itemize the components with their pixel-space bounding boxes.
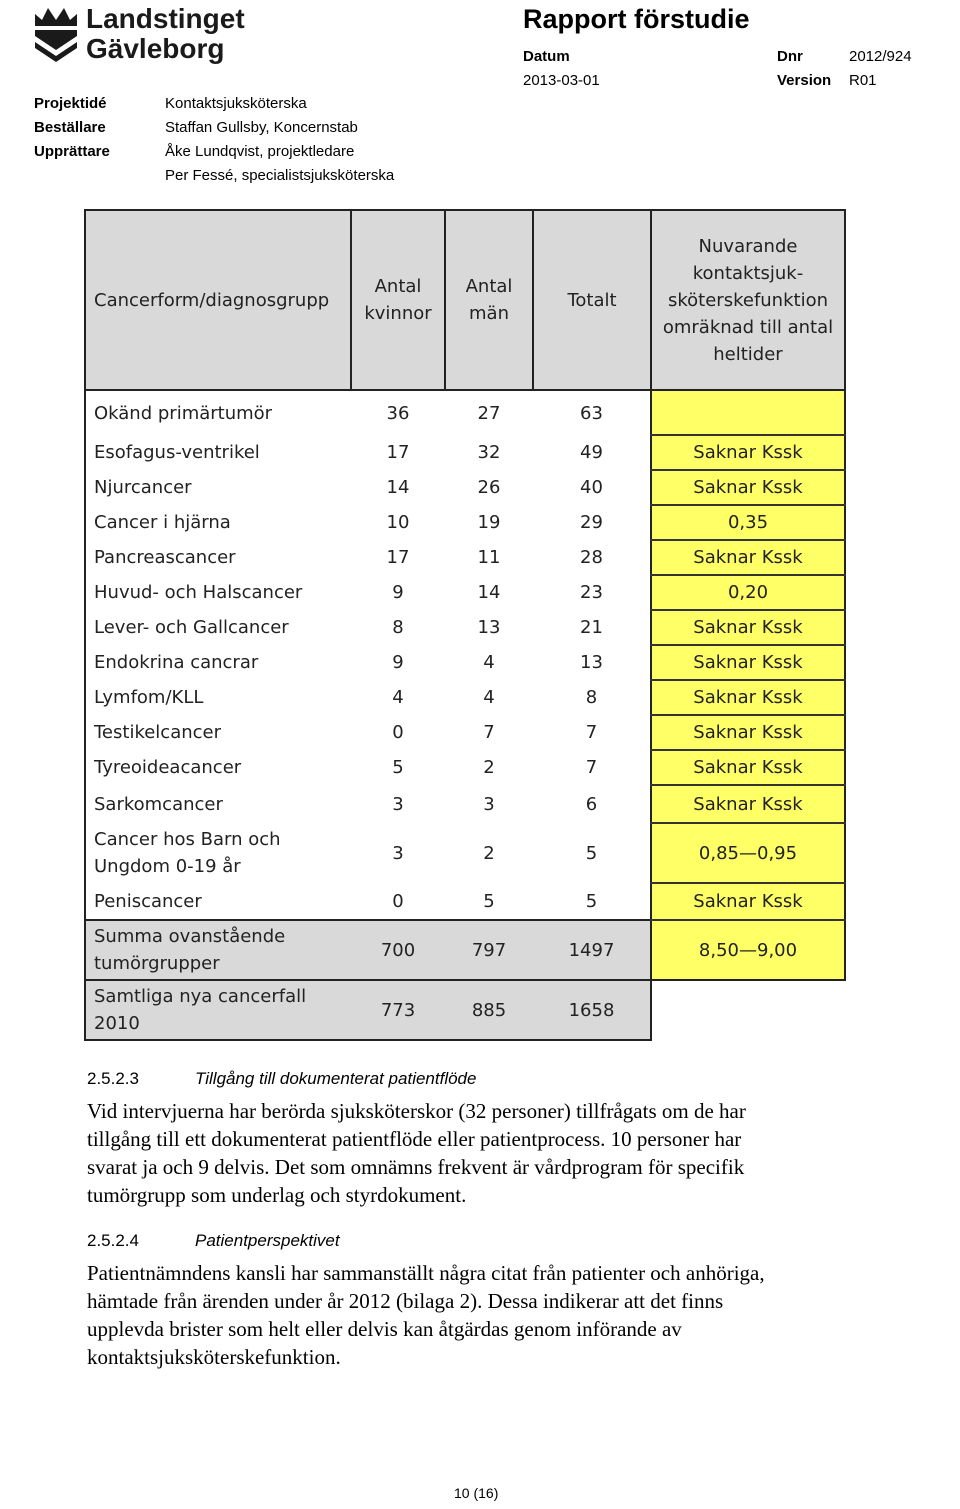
- row-kssk: Saknar Kssk: [651, 610, 845, 645]
- datum-label: Datum: [523, 48, 570, 65]
- summary-man: 885: [445, 980, 533, 1040]
- row-kssk: Saknar Kssk: [651, 715, 845, 750]
- row-kssk: 0,85—0,95: [651, 823, 845, 883]
- projektide-label: Projektidé: [34, 95, 107, 112]
- row-totalt: 5: [585, 842, 598, 864]
- row-name: Huvud- och Halscancer: [85, 575, 351, 610]
- row-man: 32: [477, 442, 501, 463]
- row-name: Endokrina cancrar: [85, 645, 351, 680]
- summary-row: [85, 980, 845, 1040]
- row-kssk: Saknar Kssk: [651, 435, 845, 470]
- row-man: 2: [483, 842, 495, 864]
- paragraph-line: upplevda brister som helt eller delvis kan åtgärdas genom införande av: [87, 1317, 682, 1341]
- summary-name-line-2: tumörgrupper: [94, 953, 220, 974]
- section-title: Patientperspektivet: [195, 1231, 340, 1250]
- summary-totalt: 1497: [533, 920, 651, 980]
- table-row: [85, 883, 845, 920]
- table-row: [85, 715, 845, 750]
- row-man: 13: [477, 617, 501, 638]
- table-row: [85, 505, 845, 540]
- row-man: 26: [477, 477, 501, 498]
- header-kssk-funktion: [651, 210, 845, 390]
- summary-totalt: 1658: [533, 980, 651, 1040]
- upprattare-value-1: Åke Lundqvist, projektledare: [165, 143, 355, 160]
- row-name: Esofagus-ventrikel: [85, 435, 351, 470]
- row-kssk: Saknar Kssk: [651, 750, 845, 785]
- row-totalt: 63: [533, 390, 651, 435]
- paragraph-line: svarat ja och 9 delvis. Det som omnämns frekvent är vårdprogram för specifik: [87, 1155, 745, 1179]
- row-totalt: 5: [585, 890, 598, 912]
- row-name: Sarkomcancer: [85, 785, 351, 823]
- row-man: 2: [483, 757, 495, 778]
- row-kvinnor: 9: [392, 582, 404, 603]
- row-kvinnor: 0: [392, 722, 404, 743]
- row-totalt: 23: [580, 582, 603, 603]
- row-kvinnor: 5: [392, 757, 404, 778]
- row-kssk: Saknar Kssk: [651, 680, 845, 715]
- row-kssk: Saknar Kssk: [651, 785, 845, 823]
- table-row: [85, 680, 845, 715]
- row-man: 19: [477, 512, 501, 533]
- row-name: Lymfom/KLL: [85, 680, 351, 715]
- row-kvinnor: 36: [351, 390, 445, 435]
- row-name: Pancreascancer: [85, 540, 351, 575]
- row-man: 7: [483, 722, 495, 743]
- header-kvinnor-line-1: Antal: [374, 276, 422, 297]
- summary-name: [85, 920, 351, 980]
- header-cancerform: Cancerform/diagnosgrupp: [85, 210, 351, 390]
- row-name: Testikelcancer: [85, 715, 351, 750]
- row-kvinnor: 3: [392, 793, 404, 815]
- summary-name-line-1: Samtliga nya cancerfall: [94, 986, 307, 1007]
- header-funktion-line-4: omräknad till antal: [662, 316, 834, 338]
- row-man: 5: [483, 890, 495, 912]
- row-kvinnor: 9: [392, 652, 404, 673]
- row-kssk: 0,35: [651, 505, 845, 540]
- version-value: R01: [849, 72, 877, 89]
- row-kvinnor: 17: [386, 442, 410, 463]
- section-heading-2-5-2-3: [87, 1069, 476, 1089]
- bestallare-value: Staffan Gullsby, Koncernstab: [165, 119, 358, 136]
- row-totalt: 40: [580, 477, 603, 498]
- dnr-value: 2012/924: [849, 48, 912, 65]
- row-totalt: 7: [585, 757, 598, 778]
- header-funktion-line-5: heltider: [713, 343, 783, 365]
- row-name-line-2: Ungdom 0-19 år: [94, 856, 241, 877]
- header-funktion-line-2: kontaktsjuk-: [692, 262, 804, 284]
- table-header-row: [85, 210, 845, 390]
- row-totalt: 8: [585, 687, 598, 708]
- summary-man: 797: [445, 920, 533, 980]
- row-man: 11: [477, 547, 501, 568]
- table-row: [85, 540, 845, 575]
- logo-line-2: Gävleborg: [86, 33, 225, 64]
- row-name: Cancer i hjärna: [85, 505, 351, 540]
- row-totalt: 6: [585, 793, 598, 815]
- header-kvinnor-line-2: kvinnor: [364, 303, 432, 324]
- table-row: [85, 390, 845, 435]
- row-man: 4: [483, 687, 495, 708]
- table-row: [85, 435, 845, 470]
- row-name: Lever- och Gallcancer: [85, 610, 351, 645]
- section-paragraph: [87, 1097, 887, 1209]
- summary-kvinnor: 773: [351, 980, 445, 1040]
- table-row: [85, 645, 845, 680]
- summary-kvinnor: 700: [351, 920, 445, 980]
- projektide-value: Kontaktsjuksköterska: [165, 95, 307, 112]
- row-totalt: 13: [580, 652, 603, 673]
- row-kssk: 0,20: [651, 575, 845, 610]
- section-heading-2-5-2-4: [87, 1231, 340, 1251]
- paragraph-line: tillgång till ett dokumenterat patientflöde eller patientprocess. 10 personer har: [87, 1127, 742, 1151]
- table-row: [85, 470, 845, 505]
- row-man: 3: [483, 793, 495, 815]
- header-man-line-1: Antal: [465, 276, 513, 297]
- row-kvinnor: 14: [386, 477, 410, 498]
- row-man: 27: [445, 390, 533, 435]
- header-funktion-line-3: sköterskefunktion: [668, 289, 828, 311]
- row-kssk: Saknar Kssk: [651, 645, 845, 680]
- table-row: [85, 785, 845, 823]
- section-paragraph: [87, 1259, 887, 1371]
- row-kvinnor: 4: [392, 687, 404, 708]
- row-name: Njurcancer: [85, 470, 351, 505]
- row-man: 4: [483, 652, 495, 673]
- section-number: 2.5.2.4: [87, 1231, 139, 1250]
- upprattare-value-2: Per Fessé, specialistsjuksköterska: [165, 167, 395, 184]
- paragraph-line: hämtade från ärenden under år 2012 (bilaga 2). Dessa indikerar att det finns: [87, 1289, 724, 1313]
- version-label: Version: [777, 72, 832, 89]
- row-name: Peniscancer: [85, 883, 351, 920]
- header-man-line-2: män: [469, 303, 509, 324]
- cancer-statistics-table: [84, 209, 846, 1041]
- row-totalt: 7: [585, 722, 598, 743]
- section-title: Tillgång till dokumenterat patientflöde: [195, 1069, 477, 1088]
- landstinget-logo: [32, 4, 262, 66]
- row-kvinnor: 3: [392, 842, 404, 864]
- row-man: 14: [477, 582, 501, 603]
- row-kssk: Saknar Kssk: [651, 470, 845, 505]
- summary-blank-cell: [651, 980, 845, 1040]
- row-name: Okänd primärtumör: [85, 390, 351, 435]
- section-number: 2.5.2.3: [87, 1069, 139, 1088]
- summary-row: [85, 920, 845, 980]
- row-kssk: Saknar Kssk: [651, 883, 845, 920]
- row-totalt: 49: [580, 442, 603, 463]
- header-funktion-line-1: Nuvarande: [698, 235, 798, 257]
- summary-name-line-2: 2010: [94, 1013, 140, 1034]
- row-kssk: [651, 390, 845, 435]
- paragraph-line: kontaktsjuksköterskefunktion.: [87, 1345, 341, 1369]
- row-name: [85, 823, 351, 883]
- row-totalt: 29: [580, 512, 603, 533]
- datum-value: 2013-03-01: [523, 72, 600, 89]
- summary-kssk: 8,50—9,00: [651, 920, 845, 980]
- logo-line-1: Landstinget: [86, 3, 245, 34]
- paragraph-line: Vid intervjuerna har berörda sjuksköterskor (32 personer) tillfrågats om de har: [87, 1099, 746, 1123]
- row-kvinnor: 0: [392, 890, 404, 912]
- row-name-line-1: Cancer hos Barn och: [94, 829, 281, 850]
- header-antal-man: [445, 210, 533, 390]
- header-totalt: Totalt: [533, 210, 651, 390]
- upprattare-label: Upprättare: [34, 143, 110, 160]
- row-name: Tyreoideacancer: [85, 750, 351, 785]
- report-title: Rapport förstudie: [523, 4, 750, 34]
- header-antal-kvinnor: [351, 210, 445, 390]
- table-row: [85, 750, 845, 785]
- row-kvinnor: 17: [386, 547, 410, 568]
- row-kvinnor: 8: [392, 617, 404, 638]
- table-row: [85, 610, 845, 645]
- table-row: [85, 823, 845, 883]
- row-kssk: Saknar Kssk: [651, 540, 845, 575]
- table-row: [85, 575, 845, 610]
- row-kvinnor: 10: [386, 512, 410, 533]
- row-totalt: 21: [580, 617, 603, 638]
- paragraph-line: Patientnämndens kansli har sammanställt några citat från patienter och anhöriga,: [87, 1261, 765, 1285]
- page-number: 10 (16): [454, 1485, 499, 1501]
- bestallare-label: Beställare: [34, 119, 106, 136]
- paragraph-line: tumörgrupp som underlag och styrdokument.: [87, 1183, 467, 1207]
- summary-name: [85, 980, 351, 1040]
- summary-name-line-1: Summa ovanstående: [94, 926, 286, 947]
- row-totalt: 28: [580, 547, 603, 568]
- crown-logo-icon: [32, 6, 80, 62]
- dnr-label: Dnr: [777, 48, 803, 65]
